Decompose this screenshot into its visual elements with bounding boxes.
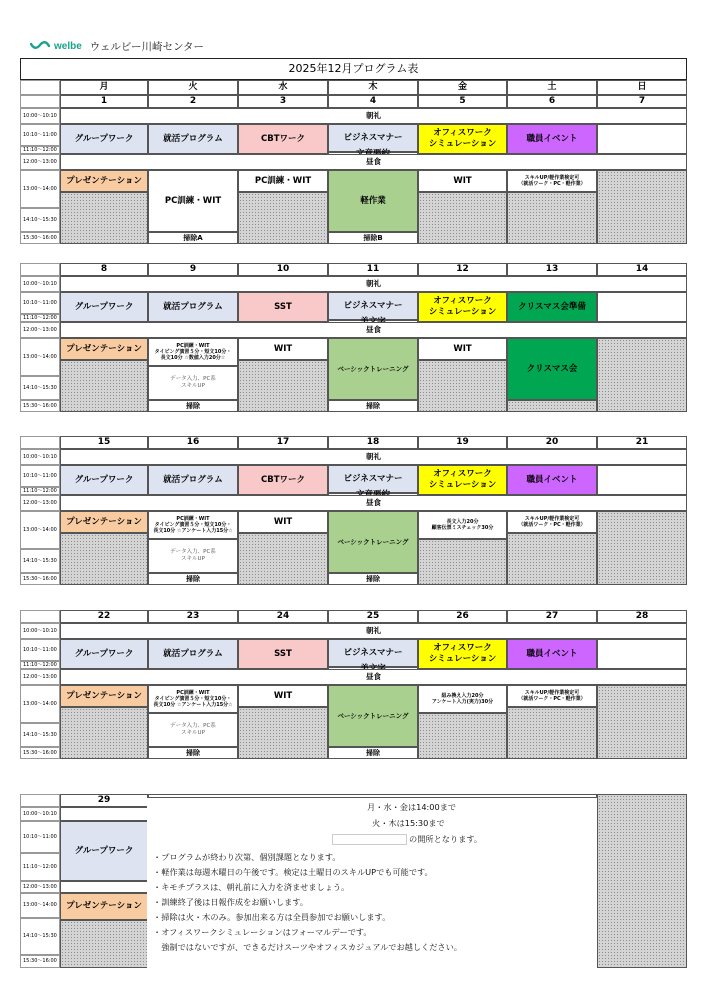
morning-assembly: 朝礼: [60, 449, 687, 465]
date-number: 12: [418, 263, 507, 276]
hatch-wed: [238, 533, 328, 585]
program-sun-am: [597, 465, 687, 495]
redacted-box: [332, 834, 407, 845]
hatch-mon: [60, 707, 148, 759]
date-number: 28: [597, 610, 687, 623]
time-label: 15:30～16:00: [20, 747, 60, 759]
time-label: 11:10～12:00: [20, 314, 60, 322]
time-label: 12:00～13:00: [20, 881, 60, 893]
hatch-mon: [60, 192, 148, 244]
program-thu-am-1: ビジネスマナー: [328, 465, 418, 493]
date-number: 27: [507, 610, 597, 623]
morning-assembly: 朝礼: [60, 623, 687, 639]
program-fri-am: オフィスワーク シミュレーション: [418, 639, 507, 669]
date-number: 3: [238, 95, 328, 108]
cleaning-thu: 掃除: [328, 400, 418, 412]
time-label: 10:00～10:10: [20, 807, 60, 821]
hatch-wed: [238, 360, 328, 412]
notice-hours-2: 火・木は15:30まで: [372, 818, 445, 828]
time-label: 12:00～13:00: [20, 495, 60, 511]
program-thu-pm: ベーシックトレーニング: [328, 511, 418, 573]
notice-bullet: ・キモチプラスは、朝礼前に入力を済ませましょう。: [153, 882, 350, 892]
lunch-band: 昼食: [60, 669, 687, 685]
center-name: ウェルビー川崎センター: [89, 40, 205, 53]
program-tue-am: 就活プログラム: [148, 465, 238, 495]
lunch-band: 昼食: [60, 495, 687, 511]
program-sat-pm: スキルUP/軽作業検定可 （就活ワーク・PC・軽作業）: [507, 170, 597, 192]
program-mon-pm: プレゼンテーション: [60, 511, 148, 533]
notice-bullet: 強制ではないですが、できるだけスーツやオフィスカジュアルでお越しください。: [153, 942, 462, 952]
program-sat-am: 職員イベント: [507, 465, 597, 495]
time-label: 12:00～13:00: [20, 154, 60, 170]
day-header: 月: [60, 80, 148, 95]
hatch-sun: [597, 170, 687, 244]
date-number: 9: [148, 263, 238, 276]
hatch-wed: [238, 192, 328, 244]
notice-panel: [147, 798, 498, 968]
time-label: 15:30～16:00: [20, 232, 60, 244]
hatch-fri: [418, 713, 507, 759]
hatch-right: [597, 794, 687, 968]
hatch-sun: [597, 511, 687, 585]
program-wed-pm: WIT: [238, 338, 328, 360]
date-blank: [20, 95, 60, 108]
program-wed-pm: PC訓練・WIT: [238, 170, 328, 192]
morning-assembly: 朝礼: [60, 108, 687, 124]
program-tue-am: 就活プログラム: [148, 124, 238, 154]
program-sat-am: クリスマス会準備: [507, 292, 597, 322]
notice-bullet: ・軽作業は毎週木曜日の午後です。検定は土曜日のスキルUPでも可能です。: [153, 867, 433, 877]
date-number: 20: [507, 436, 597, 449]
hatch-sun: [597, 338, 687, 412]
date-number: 18: [328, 436, 418, 449]
date-number: 14: [597, 263, 687, 276]
time-label: 10:00～10:10: [20, 449, 60, 465]
cleaning-tue: 掃除: [148, 747, 238, 759]
program-tue-note: データ入力、PC系 スキルUP: [148, 366, 238, 400]
time-label: 10:10～11:00: [20, 821, 60, 853]
program-tue-pm: PC訓練・WIT: [148, 170, 238, 232]
cleaning-tue: 掃除: [148, 573, 238, 585]
notice-bullet: ・訓練終了後は日報作成をお願いします。: [153, 897, 308, 907]
program-wed-am: SST: [238, 639, 328, 669]
cleaning-thu: 掃除: [328, 573, 418, 585]
program-thu-am-1: ビジネスマナー: [328, 124, 418, 152]
date-number: 26: [418, 610, 507, 623]
hatch-mon: [60, 533, 148, 585]
hatch-wed: [238, 707, 328, 759]
morning-assembly: 朝礼: [60, 276, 687, 292]
notice-hours-3: の開所となります。: [409, 834, 483, 844]
program-thu-am-1: ビジネスマナー: [328, 292, 418, 320]
program-fri-am: オフィスワーク シミュレーション: [418, 124, 507, 154]
date-number: 11: [328, 263, 418, 276]
hatch-fri: [418, 192, 507, 244]
hatch-mon: [60, 360, 148, 412]
time-label: 11:10～12:00: [20, 487, 60, 495]
date-number: 15: [60, 436, 148, 449]
cleaning-tue: 掃除: [148, 400, 238, 412]
time-label: 10:00～10:10: [20, 276, 60, 292]
program-tue-note: データ入力、PC系 スキルUP: [148, 539, 238, 573]
time-label: 12:00～13:00: [20, 669, 60, 685]
program-thu-pm: ベーシックトレーニング: [328, 338, 418, 400]
time-label: 13:00～14:00: [20, 893, 60, 918]
program-sat-pm: スキルUP/軽作業検定可 （就活ワーク・PC・軽作業）: [507, 685, 597, 707]
time-label: 15:30～16:00: [20, 573, 60, 585]
time-label: 10:10～11:00: [20, 124, 60, 146]
date-number: 8: [60, 263, 148, 276]
lunch-band: 昼食: [60, 322, 687, 338]
day-header: 木: [328, 80, 418, 95]
time-label: 14:10～15:30: [20, 376, 60, 400]
date-number: 10: [238, 263, 328, 276]
program-fri-am: オフィスワーク シミュレーション: [418, 465, 507, 495]
program-tue-am: 就活プログラム: [148, 639, 238, 669]
time-label: 14:10～15:30: [20, 208, 60, 232]
program-thu-pm: 軽作業: [328, 170, 418, 232]
time-label: 11:10～12:00: [20, 853, 60, 881]
program-sat-am: 職員イベント: [507, 124, 597, 154]
program-mon-am: グループワーク: [60, 821, 148, 881]
time-label: 10:00～10:10: [20, 108, 60, 124]
day-header: 火: [148, 80, 238, 95]
program-thu-am-1: ビジネスマナー: [328, 639, 418, 667]
time-label: 15:30～16:00: [20, 400, 60, 412]
date-number: 2: [148, 95, 238, 108]
time-label: 10:10～11:00: [20, 465, 60, 487]
program-sat-pm: クリスマス会: [507, 338, 597, 400]
program-thu-pm: ベーシックトレーニング: [328, 685, 418, 747]
day-header: 水: [238, 80, 328, 95]
hatch-sat: [507, 400, 597, 412]
date-number: 5: [418, 95, 507, 108]
program-tue-pm: PC訓練・WIT タイピング演習５分・短文10分・ 長文10分 ☆アンケート入力15分☆: [148, 511, 238, 539]
program-fri-pm: 組み換え入力20分 アンケート入力(実力)30分: [418, 685, 507, 713]
brand-name: welbe: [54, 40, 82, 52]
date-number: 1: [60, 95, 148, 108]
date-number: 4: [328, 95, 418, 108]
program-tue-note: データ入力、PC系 スキルUP: [148, 713, 238, 747]
program-wed-am: SST: [238, 292, 328, 322]
date-blank: [20, 610, 60, 623]
lunch-band: 昼食: [60, 154, 687, 170]
program-sun-am: [597, 124, 687, 154]
day-header: 金: [418, 80, 507, 95]
day-header: 土: [507, 80, 597, 95]
notice-bullet: ・オフィスワークシミュレーションはフォーマルデーです。: [153, 927, 372, 937]
program-mon-am: グループワーク: [60, 292, 148, 322]
day-header: 日: [597, 80, 687, 95]
header-blank: [20, 80, 60, 95]
program-wed-pm: WIT: [238, 511, 328, 533]
program-fri-pm: 長文入力20分 顧客伝票ミスチェック30分: [418, 511, 507, 539]
notice-bullet: ・プログラムが終わり次第、個別課題となります。: [153, 852, 341, 862]
schedule-title: 2025年12月プログラム表: [20, 58, 687, 80]
program-mon-am: グループワーク: [60, 465, 148, 495]
time-label: 11:10～12:00: [20, 661, 60, 669]
morning-assembly: [60, 807, 148, 821]
date-blank: [20, 794, 60, 807]
hatch-sat: [507, 533, 597, 585]
date-number: 21: [597, 436, 687, 449]
program-sat-am: 職員イベント: [507, 639, 597, 669]
program-sat-pm: スキルUP/軽作業検定可 （就活ワーク・PC・軽作業）: [507, 511, 597, 533]
program-mon-pm: プレゼンテーション: [60, 685, 148, 707]
time-label: 10:10～11:00: [20, 639, 60, 661]
date-number: 7: [597, 95, 687, 108]
program-mon-pm: プレゼンテーション: [60, 338, 148, 360]
date-number: 29: [60, 794, 148, 807]
time-label: 13:00～14:00: [20, 685, 60, 723]
program-tue-pm: PC訓練・WIT タイピング演習５分・短文10分・ 長文10分 ☆数値入力20分☆: [148, 338, 238, 366]
hatch-sat: [507, 192, 597, 244]
program-wed-am: CBTワーク: [238, 465, 328, 495]
program-mon-pm: プレゼンテーション: [60, 170, 148, 192]
program-mon-am: グループワーク: [60, 639, 148, 669]
time-label: 12:00～13:00: [20, 322, 60, 338]
time-label: 11:10～12:00: [20, 146, 60, 154]
date-number: 22: [60, 610, 148, 623]
notice-bullet: ・掃除は火・木のみ。参加出来る方は全員参加でお願いします。: [153, 912, 391, 922]
cleaning-thu: 掃除B: [328, 232, 418, 244]
time-label: 10:00～10:10: [20, 623, 60, 639]
date-number: 17: [238, 436, 328, 449]
time-label: 13:00～14:00: [20, 170, 60, 208]
program-wed-pm: WIT: [238, 685, 328, 707]
program-fri-pm: WIT: [418, 170, 507, 192]
notice-hours-1: 月・水・金は14:00まで: [367, 802, 457, 812]
date-number: 24: [238, 610, 328, 623]
program-wed-am: CBTワーク: [238, 124, 328, 154]
time-label: 14:10～15:30: [20, 723, 60, 747]
program-tue-am: 就活プログラム: [148, 292, 238, 322]
program-sun-am: [597, 639, 687, 669]
hatch-fri: [418, 539, 507, 585]
time-label: 14:10～15:30: [20, 918, 60, 955]
cleaning-thu: 掃除: [328, 747, 418, 759]
date-number: 25: [328, 610, 418, 623]
page-header: [30, 38, 204, 54]
hatch-sat: [507, 707, 597, 759]
date-number: 16: [148, 436, 238, 449]
program-mon-pm: プレゼンテーション: [60, 893, 148, 920]
hatch-fri: [418, 360, 507, 412]
cleaning-tue: 掃除A: [148, 232, 238, 244]
program-sun-am: [597, 292, 687, 322]
hatch-sun: [597, 685, 687, 759]
program-fri-am: オフィスワーク シミュレーション: [418, 292, 507, 322]
date-number: 6: [507, 95, 597, 108]
time-label: 13:00～14:00: [20, 338, 60, 376]
date-blank: [20, 263, 60, 276]
welbe-logo-icon: [30, 40, 50, 52]
time-label: 15:30～16:00: [20, 955, 60, 968]
date-blank: [20, 436, 60, 449]
time-label: 10:10～11:00: [20, 292, 60, 314]
lunch-band: [60, 881, 148, 893]
date-number: 19: [418, 436, 507, 449]
program-fri-pm: WIT: [418, 338, 507, 360]
time-label: 14:10～15:30: [20, 549, 60, 573]
hatch-mon: [60, 920, 148, 968]
time-label: 13:00～14:00: [20, 511, 60, 549]
date-number: 23: [148, 610, 238, 623]
program-tue-pm: PC訓練・WIT タイピング演習５分・短文10分・ 長文10分 ☆アンケート入力15分☆: [148, 685, 238, 713]
date-number: 13: [507, 263, 597, 276]
program-mon-am: グループワーク: [60, 124, 148, 154]
